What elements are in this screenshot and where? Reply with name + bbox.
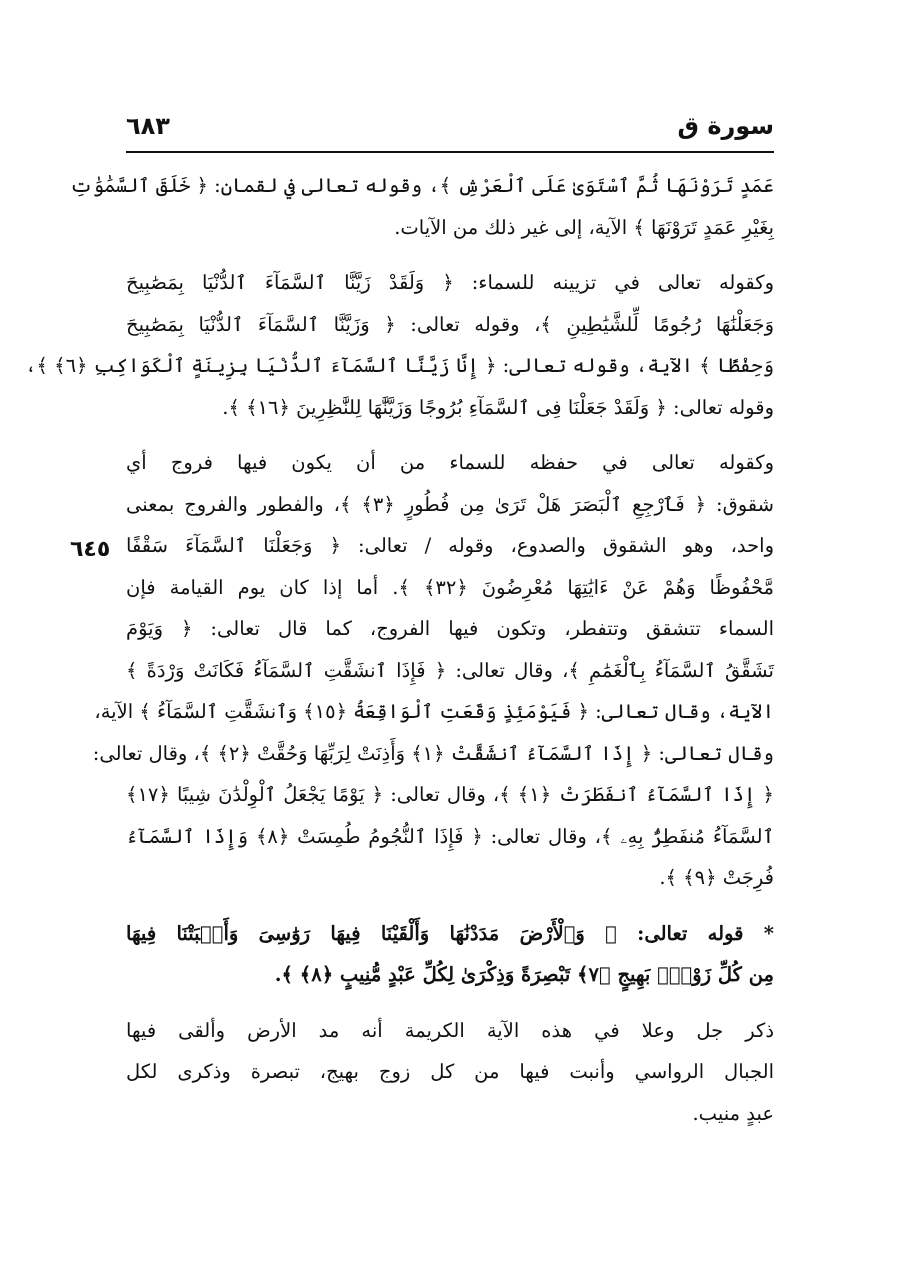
text-line: عَمَدٍ تَرَوْنَهَا ثُمَّ ٱسْتَوَىٰ عَلَى ٱلْعَرْشِ ﴾، وقوله تعالى في لقمان: ﴿ خَلَقَ ٱلسَّمَٰوَٰتِ bbox=[69, 174, 774, 197]
text-line: تَشَقَّقُ ٱلسَّمَآءُ بِٱلْغَمَٰمِ ﴾، وقال تعالى: ﴿ فَإِذَا ٱنشَقَّتِ ٱلسَّمَآءُ فَكَانَتْ وَرْدَةً ﴾ bbox=[126, 658, 774, 682]
paragraph-gap bbox=[126, 248, 774, 262]
text-line: وكقوله تعالى في تزيينه للسماء: ﴿ وَلَقَدْ زَيَّنَّا ٱلسَّمَآءَ ٱلدُّنْيَا بِمَصَٰبِيحَ bbox=[126, 271, 774, 294]
paragraph-1 bbox=[69, 165, 774, 248]
paragraph-gap bbox=[126, 899, 774, 913]
verse-heading-line: * قوله تعالى: ﴿ وَٱلْأَرْضَ مَدَدْنَٰهَا وَأَلْقَيْنَا فِيهَا رَوَٰسِىَ وَأَنۢبَتْنَا فِيهَا bbox=[126, 921, 774, 945]
paragraph-2 bbox=[25, 262, 774, 428]
paragraph-gap bbox=[126, 996, 774, 1010]
page-number: ٦٨٣ bbox=[126, 112, 170, 140]
text-line: السماء تتشقق وتتفطر، وتكون فيها الفروج، كما قال تعالى: ﴿ وَيَوْمَ bbox=[126, 617, 774, 640]
margin-page-reference: ٦٤٥ bbox=[70, 537, 111, 562]
text-line: فُرِجَتْ ﴿٩﴾ ﴾. bbox=[659, 866, 774, 889]
text-line: بِغَيْرِ عَمَدٍ تَرَوْنَهَا ﴾ الآية، إلى غير ذلك من الآيات. bbox=[394, 215, 774, 239]
text-line: وَحِفْظًا ﴾ الآية، وقوله تعالى: ﴿ إِنَّا زَيَّنَّا ٱلسَّمَآءَ ٱلدُّنْيَا بِزِينَةٍ ٱلْكَوَاكِبِ ﴿٦﴾ ﴾، bbox=[25, 354, 774, 377]
text-line: وقال تعالى: ﴿ إِذَا ٱلسَّمَآءُ ٱنشَقَّتْ ﴿١﴾ وَأَذِنَتْ لِرَبِّهَا وَحُقَّتْ ﴿٢﴾ ﴾، وقال تعالى: bbox=[92, 741, 774, 765]
text-line: عبدٍ منيب. bbox=[692, 1101, 774, 1125]
sura-title: سورة ق bbox=[677, 112, 774, 140]
verse-heading bbox=[126, 913, 774, 996]
paragraph-gap bbox=[126, 428, 774, 442]
text-line: الجبال الرواسي وأنبت فيها من كل زوج بهيج، تبصرة وذكرى لكل bbox=[126, 1060, 774, 1083]
text-line: ﴿ إِذَا ٱلسَّمَآءُ ٱنفَطَرَتْ ﴿١﴾ ﴾، وقال تعالى: ﴿ يَوْمًا يَجْعَلُ ٱلْوِلْدَٰنَ شِيبًا ﴿١٧﴾ bbox=[126, 783, 774, 806]
paragraph-4 bbox=[126, 1010, 774, 1135]
text-line: شقوق: ﴿ فَٱرْجِعِ ٱلْبَصَرَ هَلْ تَرَىٰ مِن فُطُورٍ ﴿٣﴾ ﴾، والفطور والفروج بمعنى bbox=[126, 492, 775, 516]
text-line: وكقوله تعالى في حفظه للسماء من أن يكون فيها فروج أي bbox=[126, 451, 774, 474]
text-line: وَجَعَلْنَٰهَا رُجُومًا لِّلشَّيَٰطِينِ ﴾، وقوله تعالى: ﴿ وَزَيَّنَّا ٱلسَّمَآءَ ٱلدُّنْيَا بِمَصَٰبِيحَ bbox=[126, 312, 774, 336]
text-line: مَّحْفُوظًا وَهُمْ عَنْ ءَايَٰتِهَا مُعْرِضُونَ ﴿٣٢﴾ ﴾. أما إذا كان يوم القيامة فإن bbox=[126, 575, 774, 599]
text-line: واحد، وهو الشقوق والصدوع، وقوله / تعالى: ﴿ وَجَعَلْنَا ٱلسَّمَآءَ سَقْفًا bbox=[126, 534, 774, 557]
paragraph-3 bbox=[92, 442, 775, 899]
text-line: ٱلسَّمَآءُ مُنفَطِرٌۢ بِهِۦ ﴾، وقال تعالى: ﴿ فَإِذَا ٱلنُّجُومُ طُمِسَتْ ﴿٨﴾ وَإِذَا ٱلسَّمَآءُ bbox=[126, 824, 774, 848]
text-line: وقوله تعالى: ﴿ وَلَقَدْ جَعَلْنَا فِى ٱلسَّمَآءِ بُرُوجًا وَزَيَّنَّٰهَا لِلنَّٰظِرِينَ ﴿١٦﴾ ﴾. bbox=[222, 395, 774, 419]
header-rule bbox=[126, 151, 774, 153]
text-line: الآية، وقال تعالى: ﴿ فَيَوْمَئِذٍ وَقَعَتِ ٱلْوَاقِعَةُ ﴿١٥﴾ وَٱنشَقَّتِ ٱلسَّمَآءُ ﴾ الآية، bbox=[94, 700, 774, 723]
verse-heading-line: مِن كُلِّ زَوْجٍۭ بَهِيجٍ ﴿٧﴾ تَبْصِرَةً وَذِكْرَىٰ لِكُلِّ عَبْدٍ مُّنِيبٍ ﴿٨﴾ ﴾. bbox=[274, 963, 774, 986]
page-header bbox=[126, 112, 774, 152]
text-line: ذكر جل وعلا في هذه الآية الكريمة أنه مد الأرض وألقى فيها bbox=[126, 1018, 774, 1042]
